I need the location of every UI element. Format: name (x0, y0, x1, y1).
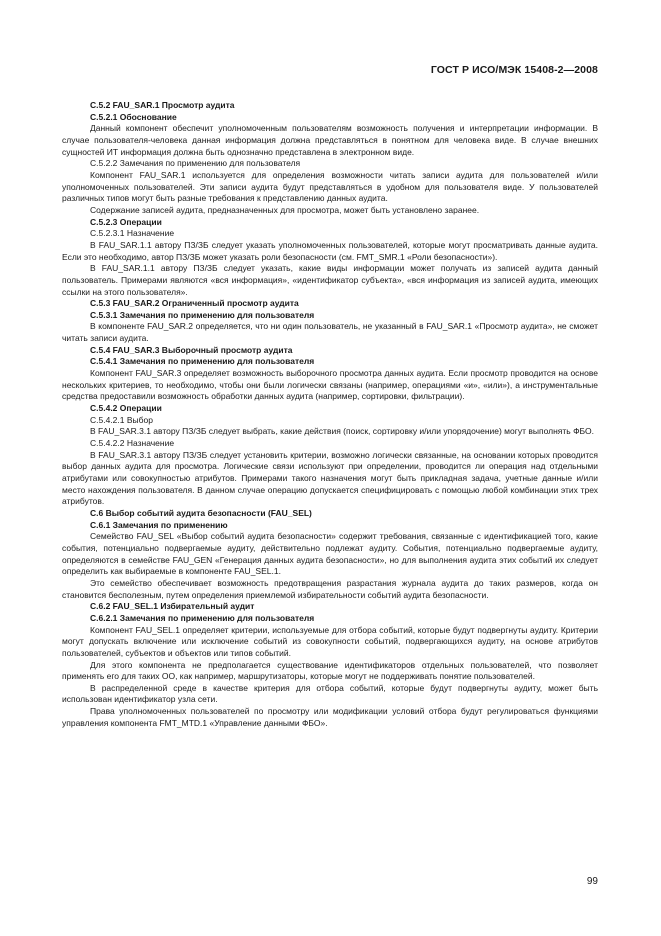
body-paragraph: В FAU_SAR.1.1 автору ПЗ/ЗБ следует указать уполномоченных пользователей, которые могут просматривать данные аудита. Если это необходимо, автор ПЗ/ЗБ может указать роли безопасности (см. FMT_SMR.1 «Роли безопасности»). (62, 239, 598, 262)
section-heading: C.5.3.1 Замечания по применению для пользователя (90, 309, 315, 320)
section-heading: C.5.4 FAU_SAR.3 Выборочный просмотр аудита (90, 344, 293, 355)
body-paragraph: В FAU_SAR.3.1 автору ПЗ/ЗБ следует выбрать, какие действия (поиск, сортировку и/или упорядочение) могут выполнять ФБО. (90, 426, 594, 437)
body-paragraph: Компонент FAU_SEL.1 определяет критерии, используемые для отбора событий, которые будут подвергнуты аудиту. Критерии могут допускать включение или исключение событий из совокупности событий, подвергающихся аудиту, на основе атрибутов пользователей, субъектов и объектов или типов событий. (62, 624, 598, 658)
subsection-label: C.5.2.3.1 Назначение (90, 228, 175, 239)
section-heading: C.6.1 Замечания по применению (90, 519, 228, 530)
section-heading: C.5.2.1 Обоснование (90, 111, 177, 122)
document-header: ГОСТ Р ИСО/МЭК 15408-2—2008 (430, 64, 598, 76)
section-heading: C.6 Выбор событий аудита безопасности (FAU_SEL) (90, 507, 312, 518)
subsection-label: C.5.4.2.1 Выбор (90, 414, 153, 425)
section-heading: C.6.2.1 Замечания по применению для пользователя (90, 612, 315, 623)
body-paragraph: Это семейство обеспечивает возможность предотвращения разрастания журнала аудита до таких размеров, когда он становится бесполезным, путем определения приемлемой избирательности событий аудита безопасности. (62, 577, 598, 600)
body-paragraph: Компонент FAU_SAR.1 используется для определения возможности читать записи аудита для пользователей и/или уполномоченных пользователей. Эти записи аудита будут представляться в удобном для пользователя виде. У пользователей различных типов могут быть разные требования к представлению данных аудита. (62, 169, 598, 204)
section-heading: C.5.2.3 Операции (90, 216, 162, 227)
subsection-label: C.5.4.2.2 Назначение (90, 438, 175, 449)
section-heading: C.6.2 FAU_SEL.1 Избирательный аудит (90, 601, 255, 612)
section-heading: C.5.4.1 Замечания по применению для пользователя (90, 356, 315, 367)
body-paragraph: В распределенной среде в качестве критерия для отбора событий, которые будут подвергнуты аудиту, может быть использован идентификатор узла сети. (62, 682, 598, 705)
body-paragraph: В компоненте FAU_SAR.2 определяется, что ни один пользователь, не указанный в FAU_SAR.1 «Просмотр аудита», не сможет читать записи аудита. (62, 321, 598, 344)
section-heading: C.5.4.2 Операции (90, 403, 162, 414)
section-heading: C.5.3 FAU_SAR.2 Ограниченный просмотр аудита (90, 298, 299, 309)
body-paragraph: Содержание записей аудита, предназначенных для просмотра, может быть установлено заранее. (90, 204, 480, 215)
subsection-label: C.5.2.2 Замечания по применению для пользователя (90, 158, 301, 169)
body-paragraph: В FAU_SAR.1.1 автору ПЗ/ЗБ следует указать, какие виды информации может получать из записей аудита данный пользователь. Примерами являются «вся информация», «идентификатор субъекта», «вся информация из записей аудита, имеющих ссылки на этого пользователя». (62, 263, 598, 297)
body-paragraph: Права уполномоченных пользователей по просмотру или модификации условий отбора будут регулироваться функциями управления компонента FMT_MTD.1 «Управление данными ФБО». (62, 706, 598, 728)
body-paragraph: Для этого компонента не предполагается существование идентификаторов отдельных пользователей, что позволяет применять его для таких ОО, как например, маршрутизаторы, которые могут не поддерживать понятие пользователей. (62, 659, 598, 682)
body-paragraph: В FAU_SAR.3.1 автору ПЗ/ЗБ следует установить критерии, возможно логически связанные, на основании которых проводится выбор данных аудита для просмотра. Логические связи используют при определении, проводится ли операция над отдельными атрибутами или совокупностью атрибутов. Примерами такого назначения могут быть прикладная задача, учетные данные и/или место нахождения пользователя. В данном случае операцию допускается специфицировать с помощью любой комбинации этих трех атрибутов. (62, 449, 598, 507)
body-paragraph: Компонент FAU_SAR.3 определяет возможность выборочного просмотра данных аудита. Если просмотр проводится на основе нескольких критериев, то необходимо, чтобы они были логически связаны (например, операциями «и», «или»), а инструментальные средства предоставили возможность обработки данных аудита (например, сортировки, фильтрации). (62, 368, 598, 402)
page-number: 99 (586, 876, 598, 887)
body-paragraph: Семейство FAU_SEL «Выбор событий аудита безопасности» содержит требования, связанные с идентификацией того, какие события, потенциально подвергаемые аудиту, действительно подлежат аудиту. События, потенциально подвергаемые аудиту, определяются в семействе FAU_GEN «Генерация данных аудита безопасности», но для выполнения аудита этих событий их следует определить как выбираемые в компоненте FAU_SEL.1. (62, 531, 598, 577)
section-heading: C.5.2 FAU_SAR.1 Просмотр аудита (90, 100, 235, 110)
document-body (62, 100, 598, 729)
body-paragraph: Данный компонент обеспечит уполномоченным пользователям возможность получения и интерпретации информации. В случае пользователя-человека данная информация должна представляться в понятном для человека виде. В случае внешних сущностей ИТ информация должна быть однозначно представлена в электронном виде. (62, 123, 598, 157)
